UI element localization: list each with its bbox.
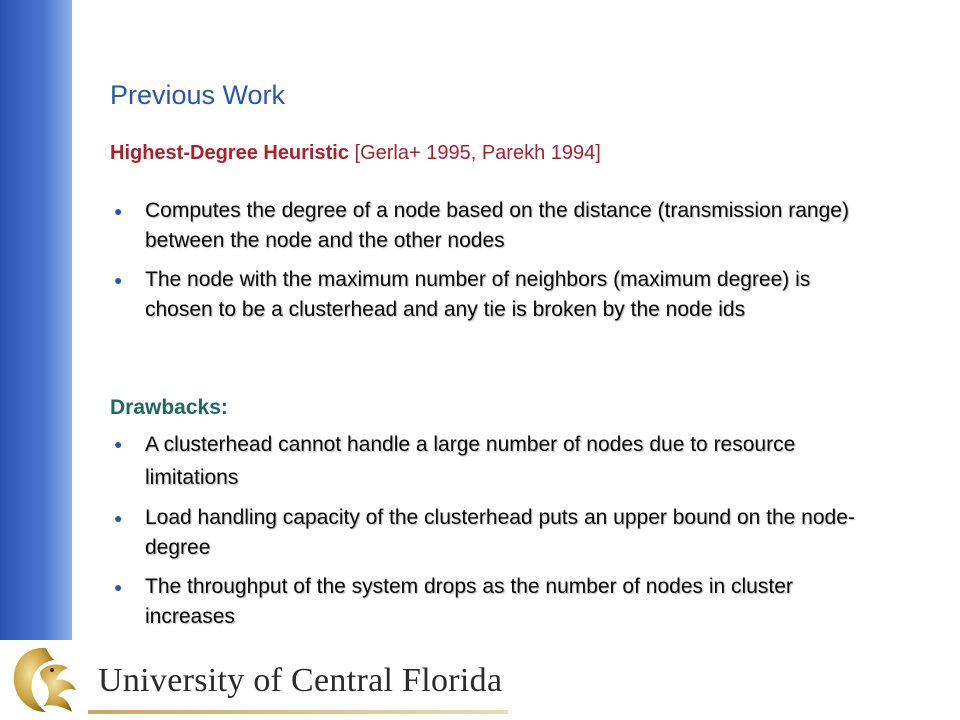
pegasus-icon [6, 642, 80, 718]
subtitle-citation: [Gerla+ 1995, Parekh 1994] [348, 142, 601, 164]
bullet-icon: ● [114, 436, 123, 452]
heuristic-bullet-list [110, 196, 880, 334]
ucf-logo [0, 632, 520, 720]
university-wordmark: University of Central Florida [98, 662, 503, 699]
list-item [110, 428, 880, 494]
list-item [110, 572, 880, 632]
list-item-text: The node with the maximum number of neighbors (maximum degree) is chosen to be a clusterhead and any tie is broken by the node ids [145, 268, 811, 321]
left-accent-bar [0, 0, 72, 640]
list-item [110, 196, 880, 256]
list-item [110, 503, 880, 563]
bullet-icon: ● [114, 272, 123, 288]
drawbacks-bullet-list [110, 428, 880, 641]
wordmark-underline [88, 710, 508, 714]
bullet-icon: ● [114, 203, 123, 219]
list-item [110, 265, 880, 325]
drawbacks-heading: Drawbacks: [110, 396, 228, 419]
bullet-icon: ● [114, 579, 123, 595]
list-item-text: Computes the degree of a node based on the distance (transmission range) between the node and the other nodes [145, 199, 849, 252]
subtitle-heuristic: Highest-Degree Heuristic [110, 142, 349, 164]
list-item-text: A clusterhead cannot handle a large number of nodes due to resource limitations [145, 433, 796, 489]
slide-title: Previous Work [110, 80, 286, 110]
bullet-icon: ● [114, 510, 123, 526]
list-item-text: Load handling capacity of the clusterhead puts an upper bound on the node-degree [145, 506, 855, 559]
list-item-text: The throughput of the system drops as the number of nodes in cluster increases [145, 575, 793, 628]
slide-subtitle [110, 142, 601, 165]
